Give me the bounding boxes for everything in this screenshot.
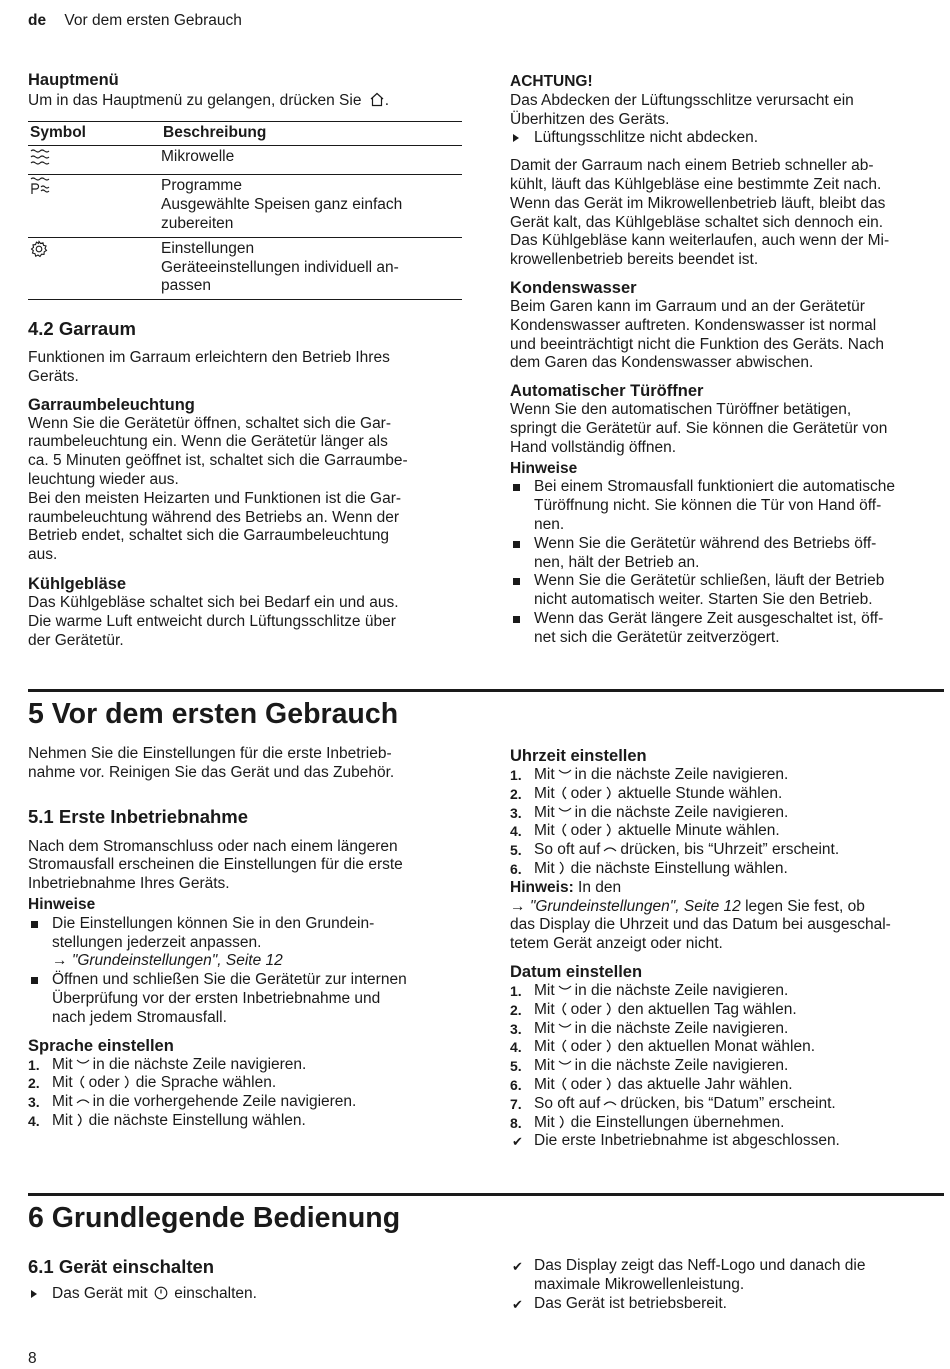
chevron-right-icon: [605, 786, 615, 800]
table-row: [28, 145, 462, 175]
chevron-left-icon: [558, 1002, 568, 1016]
section-5-1-heading: 5.1 Erste Inbetriebnahme: [28, 805, 249, 827]
datum-result: ✔ Die erste Inbetriebnahme ist abgeschlossen.: [510, 1132, 944, 1151]
step-item: 2. Mit oder aktuelle Stunde wählen.: [510, 784, 783, 802]
home-icon: [369, 92, 385, 107]
section-5-1-intro: Nach dem Stromanschluss oder nach einem längeren Stromausfall erscheinen die Einstellungen für die erste Inbetriebnahme Ihres Geräts.: [28, 837, 403, 893]
step-item: 1. Mit in die nächste Zeile navigieren.: [510, 981, 789, 999]
chapter-5-heading: 5 Vor dem ersten Gebrauch: [28, 698, 399, 730]
hinweise-list: [28, 915, 462, 1028]
chevron-right-icon: [605, 823, 615, 837]
step-number: 2.: [510, 785, 522, 802]
achtung-text: Das Abdecken der Lüftungsschlitze verursacht ein: [510, 91, 854, 109]
step-number: 4.: [510, 823, 522, 840]
table-cell-text: Geräteeinstellungen individuell an-: [161, 258, 399, 276]
table-cell-text: Einstellungen: [161, 239, 255, 257]
cooling-text: Damit der Garraum nach einem Betrieb schneller ab- kühlt, läuft das Kühlgebläse eine bestimmte Zeit nach. Wenn das Gerät im Mikrowellenbetrieb läuft, bleibt das Gerät kalt, das Kühlgebläse schaltet sich dennoch ein. Das Kühlgebläse kann weiterlaufen, auch wenn der Mi- krowellenbetrieb bereits beendet ist.: [510, 157, 890, 269]
header-title: Vor dem ersten Gebrauch: [64, 12, 242, 29]
chapter-5-rule: [28, 689, 944, 692]
kuehlgeblaese-text: Das Kühlgebläse schaltet sich bei Bedarf ein und aus. Die warme Luft entweicht durch Lüftungsschlitze über der Gerätetür.: [28, 593, 399, 649]
chevron-down-icon: [558, 984, 572, 994]
page-number: 8: [28, 1350, 37, 1367]
list-item: Wenn Sie die Gerätetür während des Betriebs öff- nen, hält der Betrieb an.: [510, 535, 944, 573]
step-item: 7. So oft auf drücken, bis “Datum” erscheint.: [510, 1094, 836, 1112]
table-header-symbol: Symbol: [28, 121, 161, 145]
list-item: Wenn Sie die Gerätetür schließen, läuft der Betrieb nicht automatisch weiter. Starten Sie den Betrieb.: [510, 572, 944, 610]
achtung-action: Lüftungsschlitze nicht abdecken.: [510, 129, 944, 148]
chevron-right-icon: [123, 1075, 133, 1089]
hauptmenu-heading: Hauptmenü: [28, 71, 119, 89]
step-item: 8. Mit die Einstellungen übernehmen.: [510, 1113, 785, 1131]
sprache-heading: Sprache einstellen: [28, 1036, 174, 1055]
einschalten-action: Das Gerät mit einschalten.: [28, 1285, 462, 1304]
list-item: Bei einem Stromausfall funktioniert die automatische Türöffnung nicht. Sie können die Tür von Hand öff- nen.: [510, 478, 944, 534]
symbol-table: [28, 121, 462, 300]
garraum-intro: Funktionen im Garraum erleichtern den Betrieb Ihres Geräts.: [28, 349, 390, 385]
bullet-icon: [513, 616, 520, 623]
result-item: ✔ Das Gerät ist betriebsbereit.: [510, 1295, 944, 1314]
step-item: 3. Mit in die nächste Zeile navigieren.: [510, 803, 789, 821]
chevron-up-icon: [76, 1095, 90, 1105]
chevron-right-icon: [605, 1039, 615, 1053]
chevron-right-icon: [605, 1002, 615, 1016]
datum-heading: Datum einstellen: [510, 962, 643, 981]
chevron-up-icon: [603, 1097, 617, 1107]
kondenswasser-text: Beim Garen kann im Garraum und an der Gerätetür Kondenswasser auftreten. Kondenswasser ist normal und beeinträchtigt nicht die Funktion des Geräts. Nach dem Garen das Kondenswasser abwischen.: [510, 297, 884, 372]
chapter-6-right: [510, 1257, 944, 1313]
check-icon: ✔: [512, 1134, 523, 1150]
chevron-left-icon: [558, 786, 568, 800]
chevron-down-icon: [76, 1058, 90, 1068]
hinweise-list: [510, 478, 944, 647]
chapter-5-left: [28, 745, 462, 1131]
garraum-section: [28, 318, 462, 650]
check-icon: ✔: [512, 1296, 523, 1312]
chevron-down-icon: [558, 1022, 572, 1032]
step-number: 3.: [510, 1020, 522, 1037]
uhrzeit-hinweis: Hinweis: In den → "Grundeinstellungen", Seite 12 legen Sie fest, ob das Display die Uhrzeit und das Datum bei ausgeschal- tetem Gerät anzeigt oder nicht.: [510, 878, 891, 953]
bullet-icon: [513, 484, 520, 491]
step-number: 4.: [510, 1039, 522, 1056]
chapter-6-left: [28, 1256, 462, 1304]
programs-icon: [30, 177, 52, 195]
chevron-up-icon: [603, 843, 617, 853]
table-row: [28, 237, 462, 299]
garraumbeleuchtung-heading: Garraumbeleuchtung: [28, 395, 195, 414]
step-number: 8.: [510, 1114, 522, 1131]
chevron-down-icon: [558, 768, 572, 778]
tueroeffner-text: Wenn Sie den automatischen Türöffner betätigen, springt die Gerätetür auf. Sie können die Gerätetür von Hand vollständig öffnen.: [510, 401, 888, 456]
step-item: 4. Mit die nächste Einstellung wählen.: [28, 1111, 306, 1129]
datum-steps: [510, 982, 944, 1132]
chevron-left-icon: [76, 1075, 86, 1089]
chevron-right-icon: [558, 861, 568, 875]
achtung-heading: ACHTUNG!: [510, 73, 593, 90]
table-row: [28, 175, 462, 237]
bullet-icon: [31, 977, 38, 984]
step-number: 2.: [510, 1001, 522, 1018]
step-number: 2.: [28, 1075, 40, 1092]
step-item: 5. Mit in die nächste Zeile navigieren.: [510, 1057, 789, 1075]
chevron-down-icon: [558, 1059, 572, 1069]
chapter-5-intro: Nehmen Sie die Einstellungen für die erste Inbetrieb- nahme vor. Reinigen Sie das Gerät und das Zubehör.: [28, 745, 395, 781]
step-number: 6.: [510, 1076, 522, 1093]
table-cell-text: passen: [161, 277, 211, 295]
step-item: 2. Mit oder die Sprache wählen.: [28, 1074, 277, 1092]
chevron-down-icon: [558, 806, 572, 816]
tueroeffner-heading: Automatischer Türöffner: [510, 382, 704, 401]
list-item: Öffnen und schließen Sie die Gerätetür zur internen Überprüfung vor der ersten Inbetriebnahme und nach jedem Stromausfall.: [28, 971, 462, 1027]
page-header: [28, 12, 242, 31]
chevron-left-icon: [558, 1077, 568, 1091]
list-item: Wenn das Gerät längere Zeit ausgeschaltet ist, öff- net sich die Gerätetür zeitverzögert.: [510, 610, 944, 648]
step-item: 4. Mit oder aktuelle Minute wählen.: [510, 822, 780, 840]
achtung-text: Überhitzen des Geräts.: [510, 110, 670, 128]
microwave-icon: [30, 148, 50, 166]
chevron-right-icon: [605, 1077, 615, 1091]
section-4-2-heading: 4.2 Garraum: [28, 318, 136, 339]
chapter-6-rule: [28, 1193, 944, 1196]
result-item: ✔ Das Display zeigt das Neff-Logo und danach die maximale Mikrowellenleistung.: [512, 1257, 866, 1293]
cross-reference-link[interactable]: → "Grundeinstellungen", Seite 12: [510, 897, 741, 915]
step-number: 3.: [510, 804, 522, 821]
bullet-icon: [31, 921, 38, 928]
table-header-description: Beschreibung: [161, 121, 462, 145]
step-item: 3. Mit in die vorhergehende Zeile navigieren.: [28, 1093, 357, 1111]
kondenswasser-heading: Kondenswasser: [510, 278, 637, 297]
step-item: 2. Mit oder den aktuellen Tag wählen.: [510, 1000, 797, 1018]
cross-reference-link[interactable]: → "Grundeinstellungen", Seite 12: [52, 952, 283, 970]
arrow-right-icon: →: [52, 952, 72, 970]
hauptmenu-section: [28, 70, 462, 300]
bullet-icon: [513, 541, 520, 548]
chapter-6-heading: 6 Grundlegende Bedienung: [28, 1202, 401, 1234]
hinweise-heading: Hinweise: [28, 895, 96, 913]
chevron-left-icon: [558, 823, 568, 837]
step-item: 1. Mit in die nächste Zeile navigieren.: [510, 766, 789, 783]
uhrzeit-steps: [510, 766, 944, 879]
step-number: 7.: [510, 1095, 522, 1112]
table-cell-text: Programme: [161, 177, 242, 195]
action-arrow-icon: [31, 1290, 37, 1298]
step-item: 6. Mit die nächste Einstellung wählen.: [510, 859, 788, 877]
step-number: 5.: [510, 842, 522, 859]
check-icon: ✔: [512, 1259, 523, 1274]
step-number: 4.: [28, 1112, 40, 1129]
bullet-icon: [513, 578, 520, 585]
step-number: 1.: [510, 767, 522, 783]
chevron-right-icon: [76, 1113, 86, 1127]
step-item: 6. Mit oder das aktuelle Jahr wählen.: [510, 1075, 793, 1093]
step-number: 5.: [510, 1058, 522, 1075]
step-number: 1.: [28, 1056, 40, 1073]
chapter-5-right: [510, 746, 944, 1151]
hinweise-heading: Hinweise: [510, 459, 578, 477]
gear-icon: [30, 240, 48, 258]
section-6-1-heading: 6.1 Gerät einschalten: [28, 1256, 215, 1277]
table-cell-text: zubereiten: [161, 214, 234, 232]
garraumbeleuchtung-text: Wenn Sie die Gerätetür öffnen, schaltet sich die Gar- raumbeleuchtung ein. Wenn die Gerätetür länger als ca. 5 Minuten geöffnet ist, schaltet sich die Garraumbe- leuchtung wieder aus. Bei den meisten Heizarten und Funktionen ist die Gar- raumbeleuchtung während des Betriebs an. Wenn der Betrieb endet, schaltet sich die Garraumbeleuchtung aus.: [28, 414, 408, 564]
power-icon: [154, 1286, 168, 1300]
step-item: 5. So oft auf drücken, bis “Uhrzeit” erscheint.: [510, 841, 840, 859]
hauptmenu-intro: Um in das Hauptmenü zu gelangen, drücken Sie .: [28, 92, 390, 109]
step-number: 1.: [510, 982, 522, 999]
step-number: 6.: [510, 860, 522, 877]
action-arrow-icon: [513, 134, 519, 142]
table-cell-text: Ausgewählte Speisen ganz einfach: [161, 196, 403, 214]
kuehlgeblaese-heading: Kühlgebläse: [28, 574, 127, 593]
chevron-right-icon: [558, 1115, 568, 1129]
step-number: 3.: [28, 1094, 40, 1111]
arrow-right-icon: →: [510, 897, 530, 915]
right-top-section: [510, 73, 944, 648]
list-item: Die Einstellungen können Sie in den Grundein- stellungen jederzeit anpassen. → "Grundeinstellungen", Seite 12: [28, 915, 462, 971]
uhrzeit-heading: Uhrzeit einstellen: [510, 747, 647, 765]
chevron-left-icon: [558, 1039, 568, 1053]
step-item: 4. Mit oder den aktuellen Monat wählen.: [510, 1038, 816, 1056]
step-item: 3. Mit in die nächste Zeile navigieren.: [510, 1019, 789, 1037]
step-item: 1. Mit in die nächste Zeile navigieren.: [28, 1055, 307, 1073]
header-lang: de: [28, 12, 47, 29]
table-cell-text: Mikrowelle: [161, 147, 235, 165]
sprache-steps: [28, 1056, 462, 1131]
